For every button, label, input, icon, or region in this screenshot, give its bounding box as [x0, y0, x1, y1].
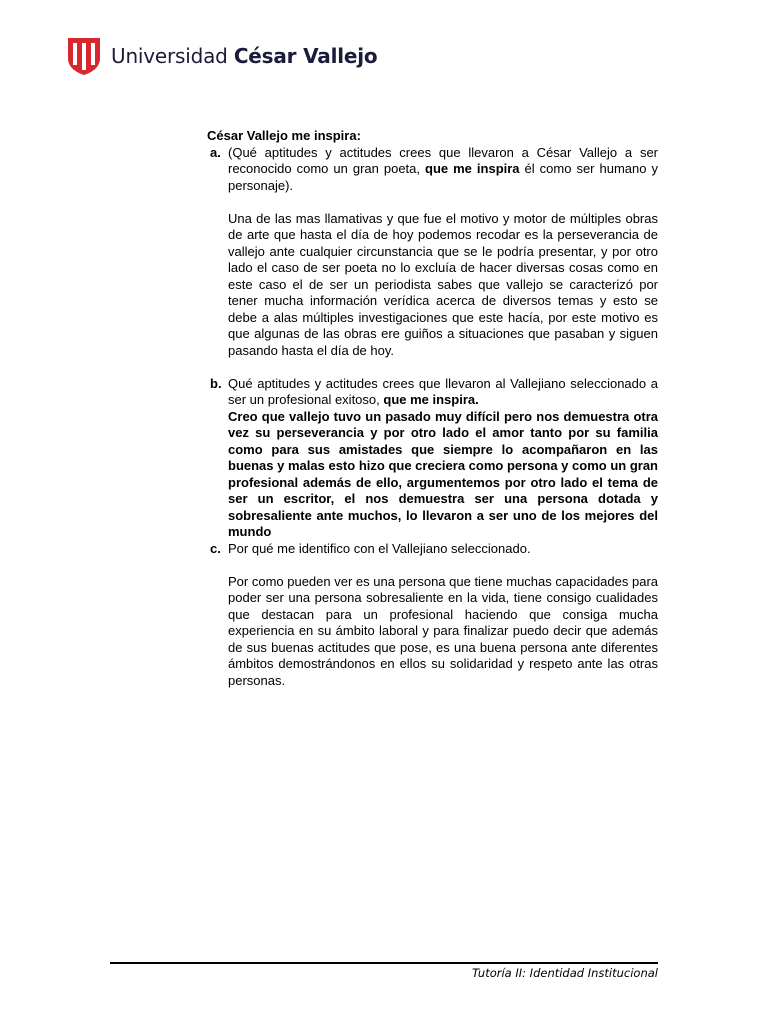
logo-text-regular: Universidad — [111, 44, 234, 68]
logo-wordmark — [111, 44, 377, 68]
item-letter: b. — [210, 375, 222, 391]
question-text: (Qué aptitudes y actitudes crees que llevaron a César Vallejo a ser reconocido como un gran poeta, — [228, 144, 658, 176]
item-answer: Una de las mas llamativas y que fue el motivo y motor de múltiples obras de arte que hasta el día de hoy podemos recodar es la perseverancia de vallejo ante cualquier circunstancia que se le podría presentar, y por otro lado el caso de ser poeta no lo excluía de hacer diversas cosas como en este caso el de ser un periodista sabes que vallejo se caracterizó por tener mucha información verídica acerca de diversos temas y esto se debe a alas múltiples investigaciones que este hacía, por este motivo es que algunas de las obras ere guiños a situaciones que pasaban y siguen pasando hasta el día de hoy. — [228, 210, 658, 358]
document-body — [205, 128, 658, 689]
item-letter: c. — [210, 540, 221, 556]
list-item-a — [205, 145, 658, 376]
university-shield-icon — [67, 36, 101, 76]
question-bold-text: que me inspira — [425, 161, 520, 176]
item-question — [228, 145, 658, 195]
question-bold-text: que me inspira. — [383, 392, 479, 407]
item-question — [228, 376, 658, 409]
university-logo — [67, 36, 377, 76]
item-question: Por qué me identifico con el Vallejiano seleccionado. — [228, 540, 531, 556]
list-item-b — [205, 376, 658, 541]
document-title: César Vallejo me inspira: — [207, 128, 361, 143]
item-body — [228, 541, 658, 690]
footer-course-label: Tutoría II: Identidad Institucional — [472, 966, 658, 980]
item-answer: Creo que vallejo tuvo un pasado muy difícil pero nos demuestra otra vez su perseverancia y por otro lado el amor tanto por su familia como para sus amistades que siempre lo acompañaron en las buenas y malas esto hizo que creciera como persona y como un gran profesional además de ello, argumentemos por otro lado el tema de ser un escritor, el nos demuestra ser una persona dotada y sobresaliente ante muchos, lo llevaron a ser uno de los mejores del mundo — [228, 408, 658, 539]
item-body — [228, 376, 658, 541]
item-letter: a. — [210, 144, 221, 160]
question-text-end: él como ser humano y personaje). — [228, 161, 658, 193]
question-text: Qué aptitudes y actitudes crees que llevaron al Vallejiano seleccionado a ser un profesional exitoso, — [228, 375, 658, 407]
item-answer: Por como pueden ver es una persona que tiene muchas capacidades para poder ser una persona sobresaliente en la vida, tiene consigo cualidades que destacan para un profesional haciendo que consiga mucha experiencia en su ámbito laboral y para finalizar puedo decir que además de sus buenas actitudes que pose, es una buena persona ante diferentes ámbitos demostrándonos en ellos su solidaridad y respeto ante las otras personas. — [228, 573, 659, 688]
item-body — [228, 145, 658, 376]
list-item-c — [205, 541, 658, 690]
footer-divider — [110, 962, 658, 964]
logo-text-bold: César Vallejo — [233, 44, 378, 68]
